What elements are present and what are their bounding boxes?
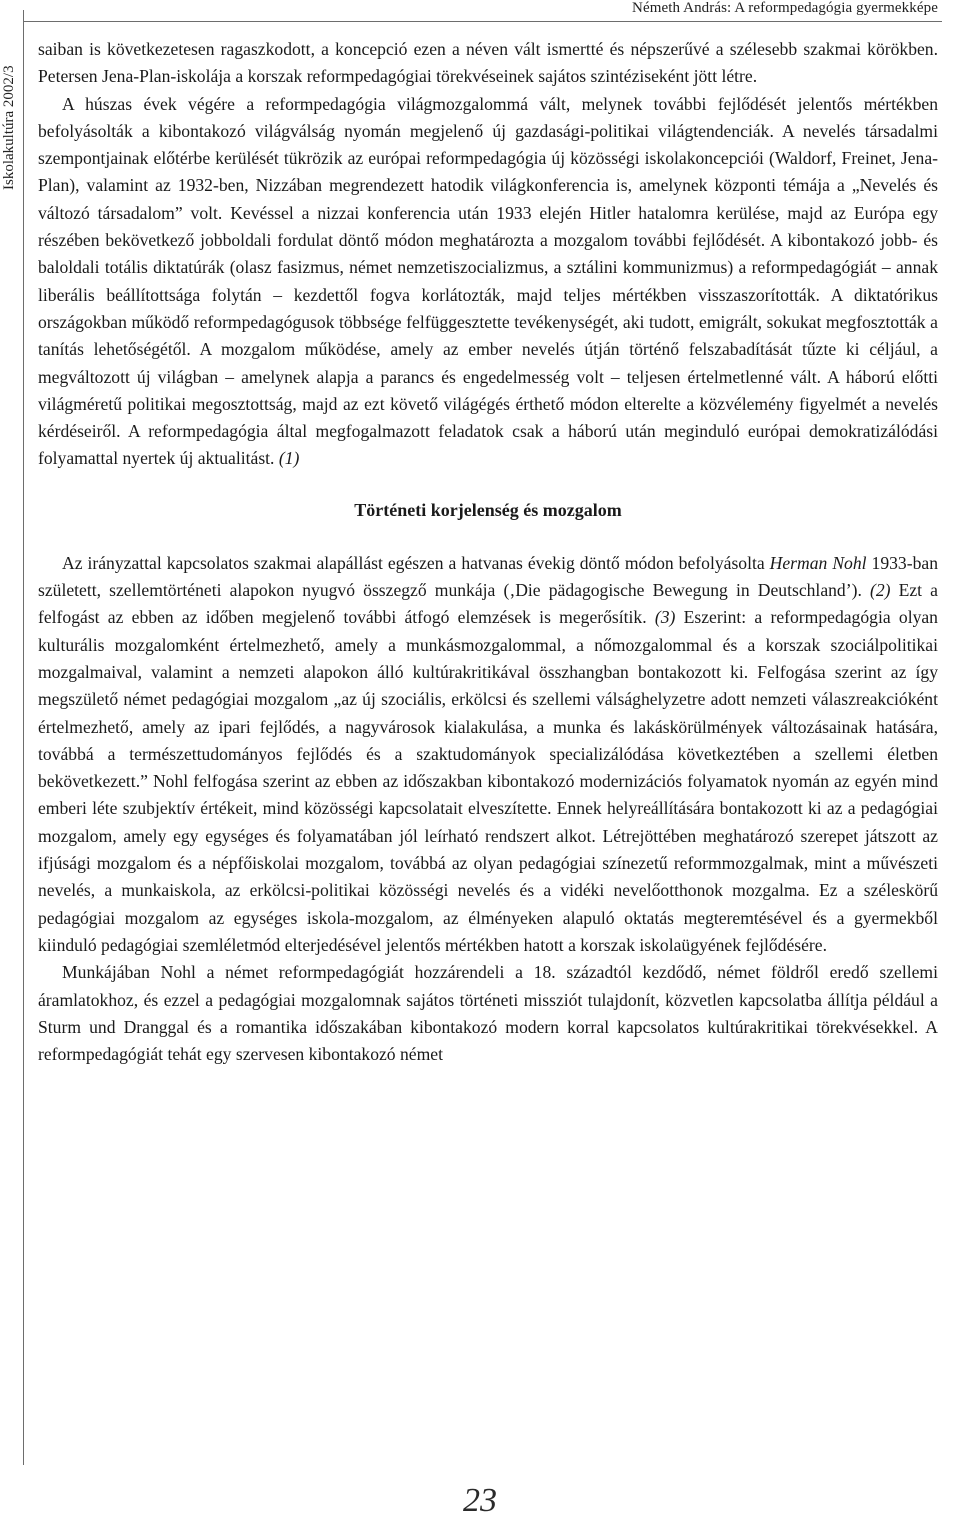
paragraph-text: Eszerint: a reformpedagógia olyan kulturális mozgalomként értelmezhető, amely a munkásmozgalommal, a nőmozgalommal és a korszak szociálpolitikai mozgalmaival, valamint a nemzeti alapokon álló kultúrakritikával összhangban bontakozott ki. Felfogása szerint az így megszülető német pedagógiai mozgalom „az új szociális, erkölcsi és szellemi válsághelyzetre adott nemzeti válaszreakcióként értelmezhető, amely az ipari fejlődés, a nagyvárosok kialakulása, a munka és lakáskörülmények változásainak hatására, továbbá a természettudományos fejlődés és a szaktudományok specializálódása következtében a szellemi életben bekövetkezett.” Nohl felfogása szerint az ebben az időszakban kibontakozó modernizációs folyamatok nyomán az egyén mind emberi léte szubjektív értékeit, mind közösségi kapcsolatait elveszítette. Ennek helyreállítására bontakozott ki az a pedagógiai mozgalom, amely egy egységes és folyamatában jól leírható rendszert alkot. Létrejöttében meghatározó szerepet játszott az ifjúsági mozgalom és a népfőiskolai mozgalom, továbbá az olyan pedagógiai színezetű reformmozgalmak, mint a művészeti nevelés, a munkaiskola, az erkölcsi-politikai közösségi nevelés és a vidéki nevelőotthonok mozgalma. Ez a széleskörű pedagógiai mozgalom az egységes iskola-mozgalom, az élményeken alapuló oktatás megteremtésével és a gyermekből kiinduló pedagógiai szemléletmód elterjedésével jelentős mértékben hatott a korszak iskolaügyének fejlődésére. [38,607,938,955]
paragraph-text: A húszas évek végére a reformpedagógia világmozgalommá vált, melynek további fejlődését jelentős mértékben befolyásolták a kibontakozó világválság nyomán megjelenő új gazdasági-politikai világtendenciák. A nevelés társadalmi szempontjainak előtérbe kerülését tükrözik az európai reformpedagógia új közösségi iskolakoncepciói (Waldorf, Freinet, Jena-Plan), valamint az 1932-ben, Nizzában megrendezett hatodik világkonferencia is, amelynek központi témája a „Nevelés és változó társadalom” volt. Kevéssel a nizzai konferencia után 1933 elején Hitler hatalomra kerülése, majd az Európa egy részében bekövetkező jobboldali fordulat döntő módon meghatározta a mozgalom további fejlődését. A kibontakozó jobb- és baloldali totális diktatúrák (olasz fasizmus, német nemzetiszocializmus, a sztálini kommunizmus) a reformpedagógiát – annak liberális beállítottsága folytán – kezdettől fogva korlátozták, majd teljes mértékben visszaszorították. A diktatórikus országokban működő reformpedagógusok többsége felfüggesztette tevékenységét, aki tudott, emigrált, sokukat megfosztották a tanítás lehetőségétől. A mozgalom működése, amely az ember nevelés útján történő felszabadítását tűzte ki céljául, a megváltozott új világban – amelynek alapja a parancs és engedelmesség volt – teljesen értelmetlenné vált. A háború előtti világméretű politikai megosztottság, majd az ezt követő világégés érthető módon elterelte a közvélemény figyelmét a nevelés kérdéseiről. A reformpedagógia által megfogalmazott feladatok csak a háború után meginduló európai demokratizálódási folyamattal nyertek új aktualitást. [38,93,938,469]
author-name: Herman Nohl [769,552,867,573]
paragraph-nohl-history: Munkájában Nohl a német reformpedagógiát hozzárendeli a 18. századtól kezdődő, német földről eredő szellemi áramlatokhoz, és ezzel a pedagógiai mozgalomnak sajátos történeti missziót tulajdonít, közvetlen kapcsolatba állítja például a Sturm und Dranggal és a romantika időszakában kibontakozó modern korral kapcsolatos kultúrakritikai törekvésekkel. A reformpedagógiát tehát egy szervesen kibontakozó német [38,962,938,1065]
footnote-ref-1[interactable]: (1) [278,448,300,469]
footnote-ref-3[interactable]: (3) [654,607,676,628]
paragraph-world-movement [38,91,938,473]
article-body [38,36,938,1068]
footnote-ref-2[interactable]: (2) [869,580,891,601]
paragraph-intro-continuation [38,36,938,91]
paragraph-text: Ezt a felfogást az ebben az időben megjelenő további átfogó elemzések is megerősítik. [38,580,938,628]
journal-label: Iskolakultúra 2002/3 [1,65,17,190]
running-header: Németh András: A reformpedagógia gyermekképe [632,0,938,16]
section-heading: Történeti korjelenség és mozgalom [354,499,622,520]
page-number: 23 [463,1482,497,1519]
paragraph-text: saiban is következetesen ragaszkodott, a koncepció ezen a néven vált ismertté és népszerűvé a szélesebb szakmai körökben. Petersen Jena-Plan-iskolája a korszak reformpedagógiai törekvéseinek sajátos szintéziseként jött létre. [38,39,938,87]
paragraph-nohl [38,550,938,959]
paragraph-text: 1933-ban született, szellemtörténeti alapokon nyugvó összegző munkája (‚Die pädagogische Bewegung in Deutschland’). [38,552,938,601]
side-label-bar [0,10,24,1465]
header-rule [24,21,942,22]
paragraph-text: Az irányzattal kapcsolatos szakmai alapállást egészen a hatvanas évekig döntő módon befolyásolta [62,552,770,573]
